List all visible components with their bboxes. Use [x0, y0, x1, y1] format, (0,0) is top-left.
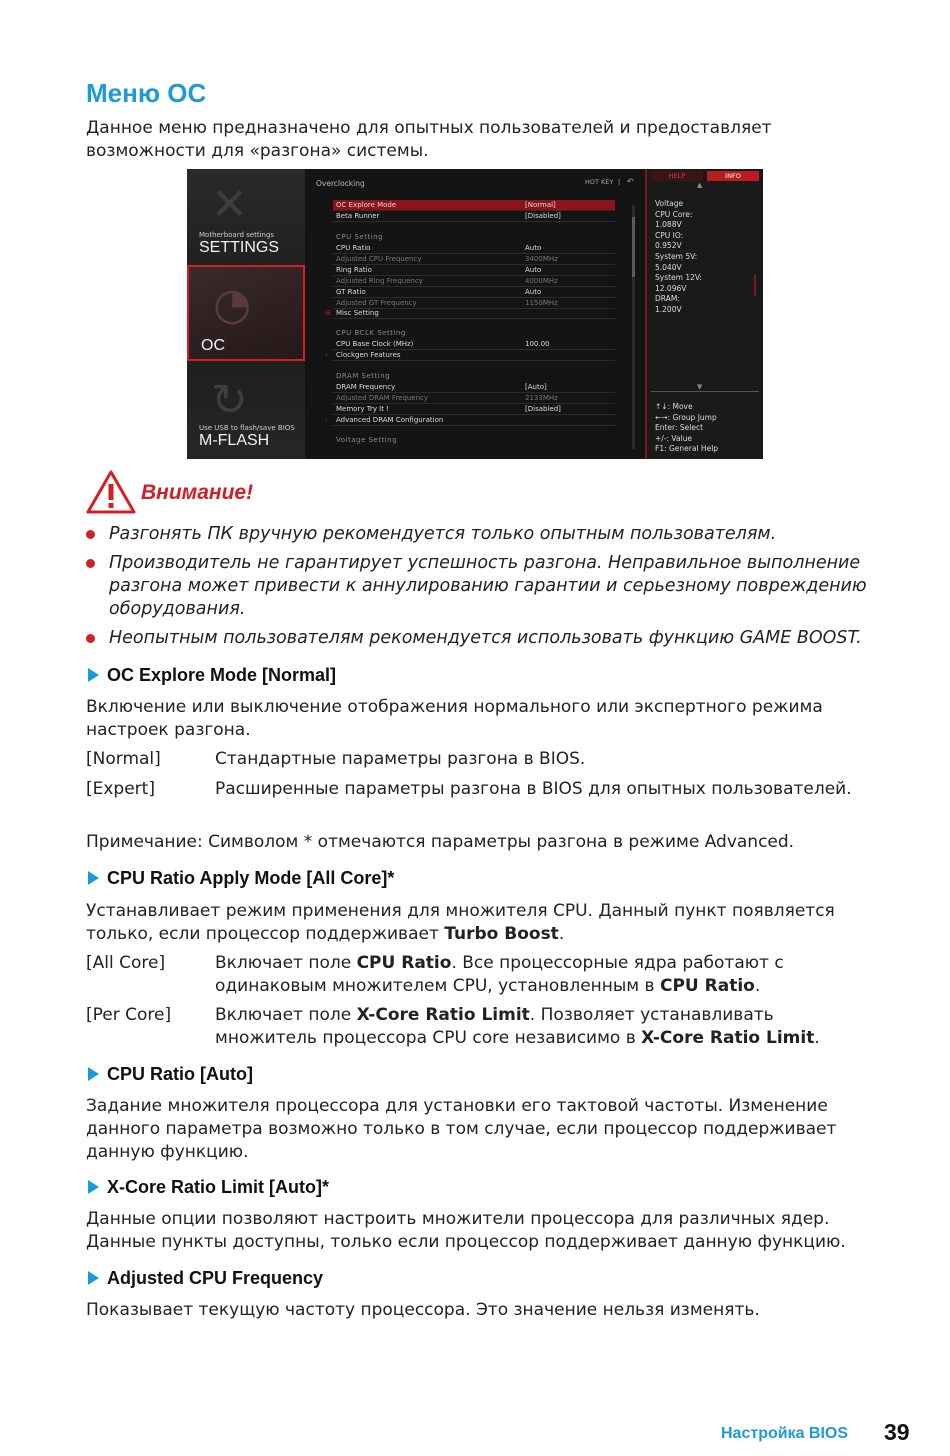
footer-section-label: Настройка BIOS	[721, 1425, 849, 1442]
bios-row-misc-setting[interactable]: ⊟ Misc Setting	[333, 308, 615, 319]
scroll-down-icon[interactable]: ▼	[697, 383, 703, 391]
info-line: 1.200V	[655, 304, 682, 314]
back-icon[interactable]: ↶	[627, 177, 634, 186]
tab-help[interactable]: HELP	[651, 171, 703, 181]
mflash-subtitle: Use USB to flash/save BIOS	[199, 424, 295, 432]
info-line: Voltage	[655, 199, 684, 208]
triangle-right-icon	[88, 871, 99, 885]
bios-row-cpu-ratio[interactable]: CPU Ratio Auto	[333, 243, 615, 254]
panel-title: Overclocking	[316, 179, 365, 188]
section-text: Включение или выключение отображения нормального или экспертного режима настроек разгона.	[86, 697, 823, 740]
info-line: 12.096V	[655, 283, 687, 293]
note-text: Примечание: Символом * отмечаются параметры разгона в режиме Advanced.	[86, 832, 795, 852]
scrollbar-thumb[interactable]	[632, 217, 635, 277]
section-text: Устанавливает режим применения для множителя CPU. Данный пункт появляется только, если процессор поддерживает Turbo Boost.	[86, 901, 835, 944]
triangle-right-icon	[88, 1067, 99, 1081]
bios-row-adjusted-ring-frequency: Adjusted Ring Frequency 4000MHz	[333, 276, 615, 287]
triangle-right-icon	[88, 1271, 99, 1285]
bios-row-oc-explore-mode[interactable]: OC Explore Mode [Normal]	[333, 200, 615, 211]
bullet-dot	[86, 530, 95, 539]
flash-icon: ↻	[211, 375, 248, 426]
section-heading-cpu-ratio-apply: CPU Ratio Apply Mode [All Core]*	[88, 868, 394, 889]
info-line: 0.952V	[655, 241, 682, 251]
option-definition: Расширенные параметры разгона в BIOS для опытных пользователей.	[215, 779, 852, 799]
option-term: [Expert]	[86, 779, 155, 799]
chevron-right-icon: ›	[325, 351, 328, 359]
key-line: +/-: Value	[655, 433, 693, 443]
intro-text: Данное меню предназначено для опытных пользователей и предоставляет возможности для «разгона» системы.	[86, 118, 772, 161]
oc-label: OC	[201, 337, 225, 354]
info-line: System 12V:	[655, 273, 702, 283]
divider	[651, 391, 759, 392]
warning-title: Внимание!	[141, 481, 254, 504]
section-text: Данные опции позволяют настроить множители процессора для различных ядер. Данные пункты доступны, только если процессор поддерживает данную функцию.	[86, 1209, 846, 1252]
scroll-up-icon[interactable]: ▲	[697, 181, 703, 189]
section-heading-xcore: X-Core Ratio Limit [Auto]*	[88, 1177, 329, 1198]
bullet-dot	[86, 559, 95, 568]
bullet-dot	[86, 634, 95, 643]
bios-row-adjusted-cpu-frequency: Adjusted CPU Frequency 3400MHz	[333, 254, 615, 265]
collapse-icon: ⊟	[325, 309, 331, 317]
tools-icon: ✕	[211, 179, 248, 230]
settings-label: SETTINGS	[199, 239, 280, 256]
info-line: CPU Core:	[655, 209, 693, 219]
option-definition: Включает поле CPU Ratio. Все процессорные ядра работают с одинаковым множителем CPU, установленным в CPU Ratio.	[215, 953, 784, 996]
section-heading-adjusted-cpu-frequency: Adjusted CPU Frequency	[88, 1268, 323, 1289]
page-number: 39	[884, 1419, 910, 1445]
bios-row-cpu-base-clock[interactable]: CPU Base Clock (MHz) 100.00	[333, 339, 615, 350]
section-text: Задание множителя процессора для установки его тактовой частоты. Изменение данного параметра возможно только в том случае, если процессор поддерживает данную функцию.	[86, 1096, 837, 1162]
bios-row-adjusted-gt-frequency: Adjusted GT Frequency 1150MHz	[333, 298, 615, 309]
triangle-right-icon	[88, 668, 99, 682]
section-heading-cpu-ratio: CPU Ratio [Auto]	[88, 1064, 253, 1085]
hotkey-separator: |	[618, 178, 621, 186]
option-definition: Включает поле X-Core Ratio Limit. Позволяет устанавливать множитель процессора CPU core независимо в X-Core Ratio Limit.	[215, 1005, 820, 1048]
info-line: CPU IO:	[655, 230, 684, 240]
option-term: [All Core]	[86, 953, 166, 973]
panel-edge-marker: ‖ ‖ ‖	[753, 274, 757, 296]
key-line: F1: General Help	[655, 444, 719, 454]
info-line: System 5V:	[655, 251, 698, 261]
section-text: Показывает текущую частоту процессора. Это значение нельзя изменять.	[86, 1300, 760, 1320]
bios-help-panel	[645, 169, 763, 459]
bios-row-memory-try-it[interactable]: Memory Try It ! [Disabled]	[333, 404, 615, 415]
sidebar-item-oc[interactable]	[187, 265, 305, 361]
settings-subtitle: Motherboard settings	[199, 231, 275, 239]
bios-row-gt-ratio[interactable]: GT Ratio Auto	[333, 287, 615, 298]
chevron-right-icon: ›	[325, 416, 328, 424]
bios-screenshot	[187, 169, 763, 459]
bios-sidebar	[187, 169, 305, 459]
warning-icon	[86, 470, 136, 514]
option-definition: Стандартные параметры разгона в BIOS.	[215, 749, 586, 769]
help-tabs	[651, 171, 761, 181]
bios-row-beta-runner[interactable]: Beta Runner [Disabled]	[333, 211, 615, 222]
bios-section-dram: DRAM Setting	[336, 372, 391, 380]
key-line: ↑↓: Move	[655, 402, 693, 411]
hotkey-label[interactable]: HOT KEY	[585, 178, 614, 186]
info-line: 5.040V	[655, 262, 682, 272]
bios-row-adjusted-dram-frequency: Adjusted DRAM Frequency 2133MHz	[333, 393, 615, 404]
info-line: DRAM:	[655, 294, 680, 304]
voltage-info	[655, 199, 702, 316]
bios-row-ring-ratio[interactable]: Ring Ratio Auto	[333, 265, 615, 276]
scrollbar[interactable]	[632, 205, 635, 449]
bios-main-panel	[305, 169, 645, 459]
bios-row-dram-frequency[interactable]: DRAM Frequency [Auto]	[333, 382, 615, 393]
tab-info[interactable]: INFO	[707, 171, 759, 181]
triangle-right-icon	[88, 1180, 99, 1194]
key-legend	[655, 402, 718, 455]
sidebar-item-settings[interactable]	[187, 169, 305, 265]
info-line: 1.088V	[655, 220, 682, 230]
option-term: [Per Core]	[86, 1005, 172, 1025]
gauge-icon: ◔	[213, 279, 252, 330]
option-term: [Normal]	[86, 749, 161, 769]
bios-section-cpu: CPU Setting	[336, 233, 384, 241]
key-line: ←→: Group Jump	[655, 412, 717, 422]
key-line: Enter: Select	[655, 423, 704, 433]
section-heading-oc-explore: OC Explore Mode [Normal]	[88, 665, 336, 686]
bios-section-voltage: Voltage Setting	[336, 436, 398, 444]
mflash-label: M-FLASH	[199, 432, 270, 449]
bios-section-bclk: CPU BCLK Setting	[336, 329, 406, 337]
sidebar-item-mflash[interactable]	[187, 361, 305, 459]
bios-row-advanced-dram-config[interactable]: › Advanced DRAM Configuration	[333, 415, 615, 426]
bios-row-clockgen-features[interactable]: › Clockgen Features	[333, 350, 615, 361]
page-title: Меню OC	[86, 78, 207, 108]
